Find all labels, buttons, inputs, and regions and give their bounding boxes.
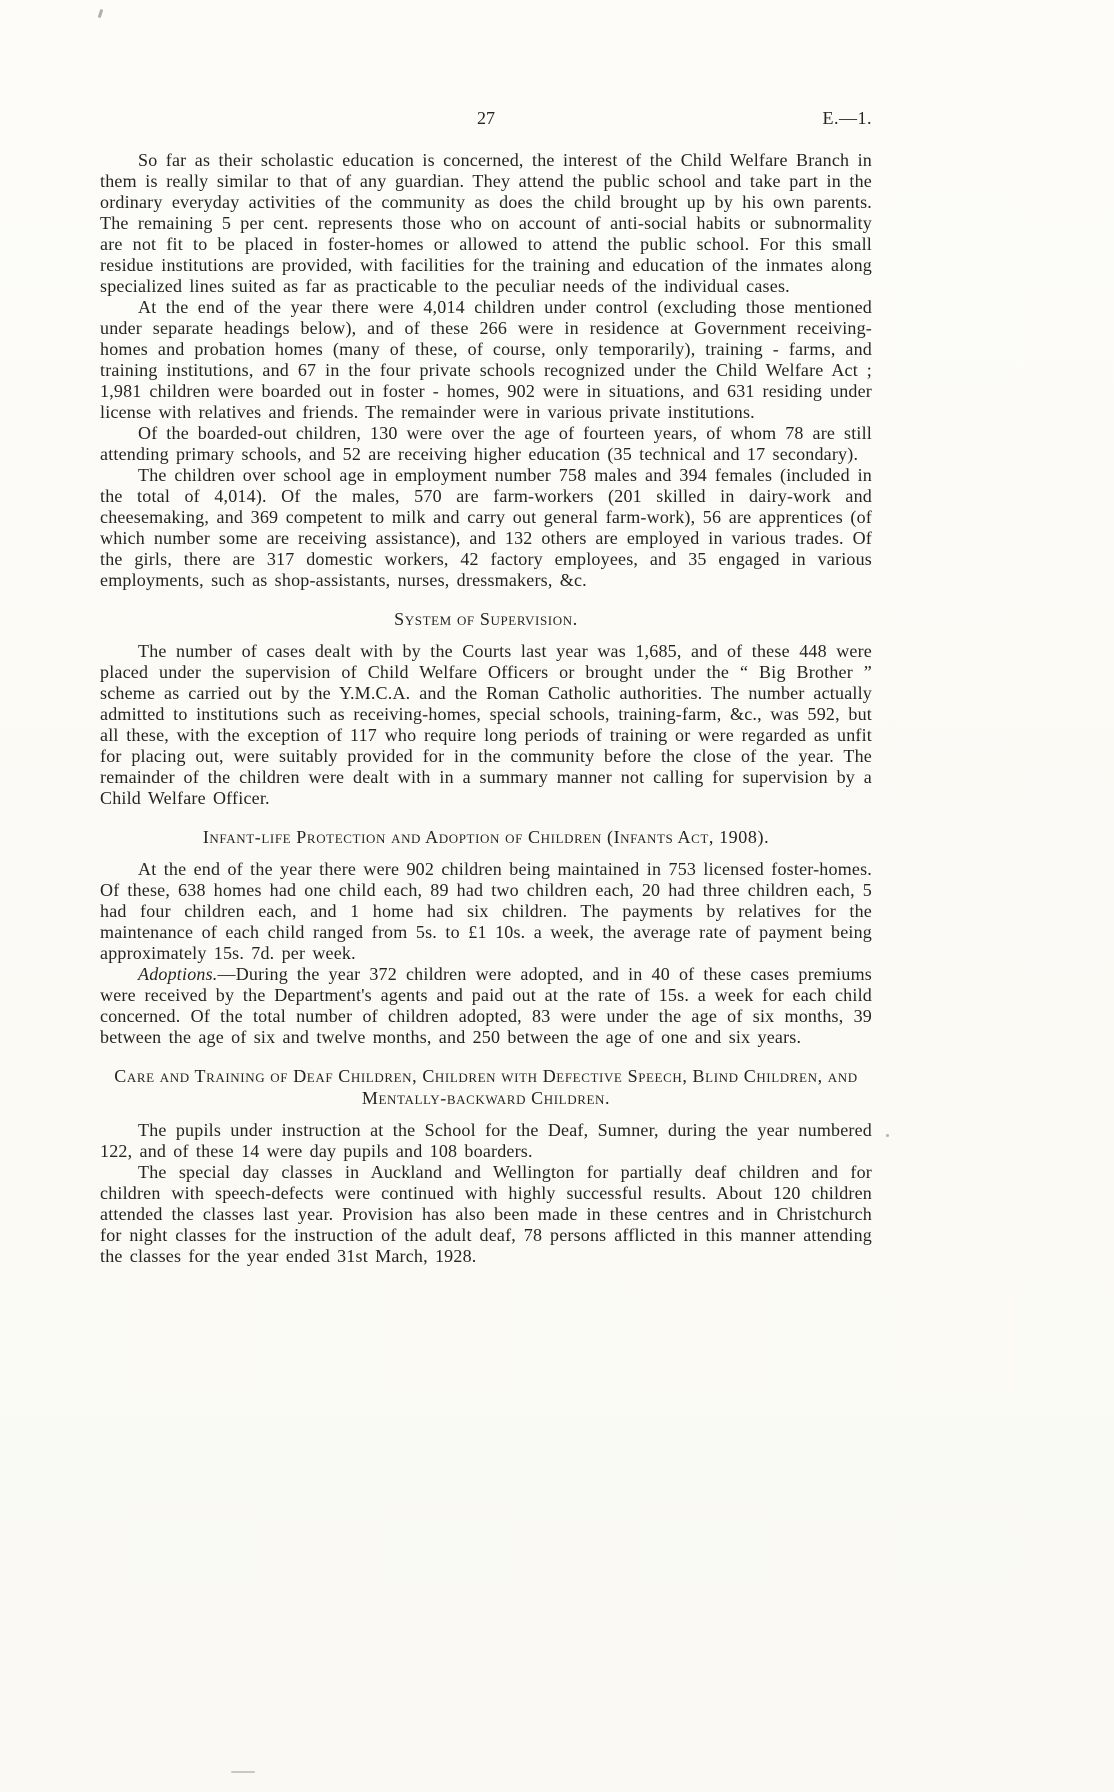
scan-artifact <box>886 1134 889 1137</box>
text-column <box>100 108 872 1267</box>
paragraph-text: —During the year 372 children were adopted, and in 40 of these cases premiums were received by the Department's agents and paid out at the rate of 15s. a week for each child concerned. Of the total number of children adopted, 83 were under the age of six months, 39 between the age of six and twelve months, and 250 between the age of one and six years. <box>100 964 872 1047</box>
section-heading-system-of-supervision: System of Supervision. <box>394 609 578 629</box>
page-number: 27 <box>477 108 495 128</box>
paragraph-boarded-out-children: Of the boarded-out children, 130 were over the age of fourteen years, of whom 78 are still attending primary schools, and 52 are receiving higher education (35 technical and 17 secondary). <box>100 423 872 464</box>
section-heading-infant-life-protection: Infant-life Protection and Adoption of Children (Infants Act, 1908). <box>202 827 770 847</box>
doc-reference: E.—1. <box>822 108 872 128</box>
paragraph-scholastic-education: So far as their scholastic education is concerned, the interest of the Child Welfare Branch in them is really similar to that of any guardian. They attend the public school and take part in the ordinary everyday activities of the community as does the child brought up by his own parents. The remaining 5 per cent. represents those who on account of anti-social habits or subnormality are not fit to be placed in foster-homes or allowed to attend the public school. For this small residue institutions are provided, with facilities for the training and education of the inmates along specialized lines suited as far as practicable to the peculiar needs of the individual cases. <box>100 150 872 296</box>
paragraph-children-in-employment: The children over school age in employment number 758 males and 394 females (included in the total of 4,014). Of the males, 570 are farm-workers (201 skilled in dairy-work and cheesemaking, and 369 competent to milk and carry out general farm-work), 56 are apprentices (of which number some are receiving assistance), and 132 others are employed in various trades. Of the girls, there are 317 domestic workers, 42 factory employees, and 35 engaged in various employments, such as shop-assistants, nurses, dressmakers, &c. <box>100 465 872 590</box>
scan-artifact <box>231 1771 255 1773</box>
paragraph-foster-homes: At the end of the year there were 902 children being maintained in 753 licensed foster-homes. Of these, 638 homes had one child each, 89 had two children each, 20 had three children each, 5 had four children each, and 1 home had six children. The payments by relatives for the maintenance of each child ranged from 5s. to £1 10s. a week, the average rate of payment being approximately 15s. 7d. per week. <box>100 859 872 963</box>
paragraph-adoptions <box>100 964 872 1048</box>
paragraph-lead-italic: Adoptions. <box>138 964 218 984</box>
paragraph-court-cases: The number of cases dealt with by the Courts last year was 1,685, and of these 448 were placed under the supervision of Child Welfare Officers or brought under the “ Big Brother ” scheme as carried out by the Y.M.C.A. and the Roman Catholic authorities. The number actually admitted to institutions such as receiving-homes, special schools, training-farm, &c., was 592, but all these, with the exception of 117 who require long periods of training or were regarded as unfit for placing out, were suitably provided for in the community before the close of the year. The remainder of the children were dealt with in a summary manner not calling for supervision by a Child Welfare Officer. <box>100 641 872 808</box>
paragraph-school-for-deaf: The pupils under instruction at the School for the Deaf, Sumner, during the year numbered 122, and of these 14 were day pupils and 108 boarders. <box>100 1120 872 1161</box>
scan-artifact <box>98 9 104 18</box>
section-heading-deaf-children: Care and Training of Deaf Children, Children with Defective Speech, Blind Children, and Mentally-backward Children. <box>114 1066 858 1108</box>
page-header <box>100 108 872 132</box>
paragraph-children-under-control: At the end of the year there were 4,014 children under control (excluding those mentioned under separate headings below), and of these 266 were in residence at Government receiving-homes and probation homes (many of these, of course, only temporarily), training - farms, and training institutions, and 67 in the four private schools recognized under the Child Welfare Act ; 1,981 children were boarded out in foster - homes, 902 were in situations, and 631 residing under license with relatives and friends. The remainder were in various private institutions. <box>100 297 872 422</box>
paragraph-special-day-classes: The special day classes in Auckland and Wellington for partially deaf children and for children with speech-defects were continued with highly successful results. About 120 children attended the classes last year. Provision has also been made in these centres and in Christchurch for night classes for the instruction of the adult deaf, 78 persons afflicted in this manner attending the classes for the year ended 31st March, 1928. <box>100 1162 872 1266</box>
